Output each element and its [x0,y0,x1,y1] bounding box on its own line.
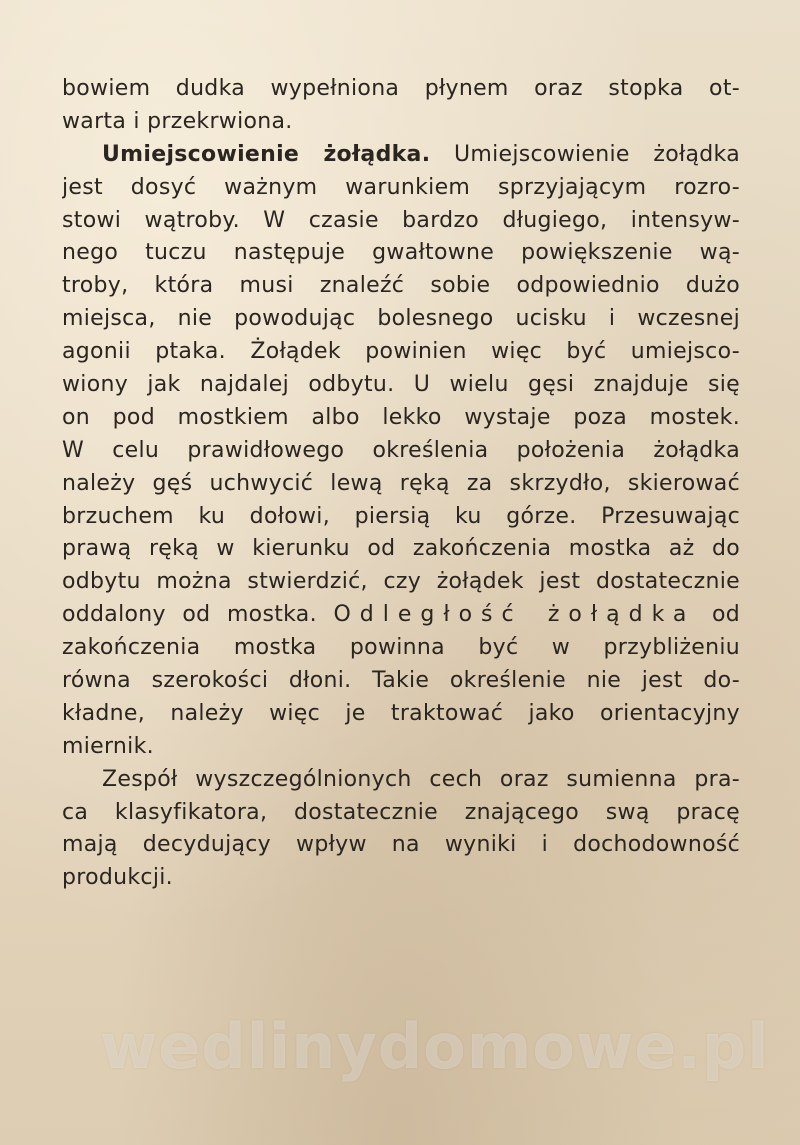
line-text: nego tuczu następuje gwałtowne powiększenie wą- [62,240,740,266]
line-text: należy gęś uchwycić lewą ręką za skrzydło, skierować [62,470,740,496]
watermark: wedlinydomowe.pl [100,1010,770,1083]
text-line [62,468,740,501]
body-text [62,73,740,895]
text-line [62,172,740,205]
line-text: odbytu można stwierdzić, czy żołądek jest dostatecznie [62,569,740,595]
text-line [62,402,740,435]
text-line [62,139,740,172]
line-text: ca klasyfikatora, dostatecznie znającego swą pracę [62,799,740,825]
text-line [62,237,740,270]
line-text: warta i przekrwiona. [62,108,293,134]
line-text-after: od [695,602,740,628]
text-line [62,435,740,468]
text-line [62,303,740,336]
text-line [62,336,740,369]
line-text: brzuchem ku dołowi, piersią ku górze. Przesuwając [62,503,740,529]
line-text: W celu prawidłowego określenia położenia żołądka [62,437,740,463]
line-text: produkcji. [62,865,173,891]
line-text: bowiem dudka wypełniona płynem oraz stopka ot- [62,76,740,101]
line-text: oddalony od mostka. [62,602,334,628]
text-line [62,731,740,764]
text-line [62,501,740,534]
section-heading: Umiejscowienie żołądka. [102,141,431,167]
line-text: wiony jak najdalej odbytu. U wielu gęsi znajduje się [62,372,740,398]
line-text: stowi wątroby. W czasie bardzo długiego, intensyw- [62,207,740,233]
line-text: jest dosyć ważnym warunkiem sprzyjającym rozro- [62,174,740,200]
text-line [62,73,740,106]
text-line [62,369,740,402]
text-line [62,632,740,665]
line-text: prawą ręką w kierunku od zakończenia mostka aż do [62,536,740,562]
text-line [62,862,740,895]
text-line [62,205,740,238]
text-line [62,698,740,731]
text-line [62,665,740,698]
line-text: Umiejscowienie żołądka [430,141,740,167]
text-line [62,764,740,797]
text-line [62,566,740,599]
line-text: agonii ptaka. Żołądek powinien więc być umiejsco- [62,339,740,365]
line-text: miernik. [62,733,154,759]
text-line [62,599,740,632]
text-line [62,270,740,303]
line-text: on pod mostkiem albo lekko wystaje poza mostek. [62,404,740,430]
line-text: Zespół wyszczególnionych cech oraz sumienna pra- [102,766,740,792]
line-text: kładne, należy więc je traktować jako orientacyjny [62,700,740,726]
line-text: zakończenia mostka powinna być w przybliżeniu [62,635,740,661]
text-line [62,829,740,862]
line-text: troby, która musi znaleźć sobie odpowiednio dużo [62,273,740,299]
spaced-emphasis: Odległość żołądka [333,602,696,628]
text-line [62,797,740,830]
line-text: równa szerokości dłoni. Takie określenie nie jest do- [62,668,740,694]
line-text: mają decydujący wpływ na wyniki i dochodowność [62,832,740,858]
text-line [62,106,740,139]
line-text: miejsca, nie powodując bolesnego ucisku i wczesnej [62,306,740,332]
text-line [62,533,740,566]
